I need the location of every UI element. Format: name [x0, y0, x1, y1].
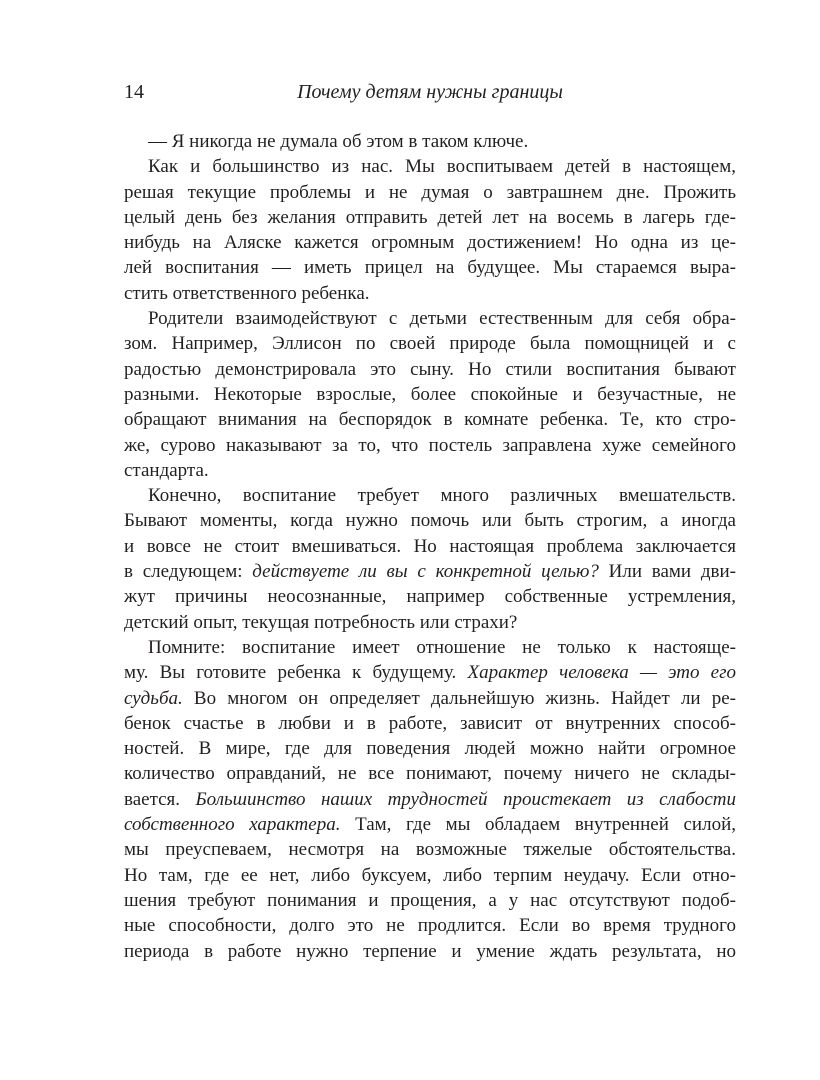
text-line [124, 559, 736, 584]
text-segment: Но там, где ее нет, либо буксуем, либо терпим неудачу. Если отно- [124, 864, 736, 886]
text-line [124, 331, 736, 356]
text-line [124, 812, 736, 837]
text-line [124, 433, 736, 458]
text-line [124, 458, 736, 483]
text-line [124, 686, 736, 711]
text-segment: вается. [124, 788, 196, 810]
italic-text: Характер человека — это его [467, 662, 736, 684]
text-line [124, 939, 736, 964]
text-segment: Конечно, воспитание требует много различных вмешательств. [148, 485, 736, 507]
text-line [124, 635, 736, 660]
italic-text: судьба. [124, 687, 183, 709]
text-segment: лей воспитания — иметь прицел на будущее. Мы стараемся выра- [124, 257, 736, 279]
text-segment: Там, где мы обладаем внутренней силой, [340, 814, 736, 836]
text-line [124, 205, 736, 230]
text-segment: му. Вы готовите ребенка к будущему. [124, 662, 468, 684]
text-line [124, 180, 736, 205]
text-segment: Или вами дви- [598, 561, 736, 583]
text-line [124, 660, 736, 685]
text-segment: разными. Некоторые взрослые, более спокойные и безучастные, не [124, 383, 736, 405]
text-line [124, 129, 736, 154]
text-line [124, 382, 736, 407]
text-segment: количество оправданий, не все понимают, почему ничего не склады- [124, 763, 736, 785]
text-segment: зом. Например, Эллисон по своей природе была помощницей и с [124, 333, 736, 355]
text-line [124, 154, 736, 179]
text-segment: целый день без желания отправить детей лет на восемь в лагерь где- [124, 206, 736, 228]
text-line [124, 913, 736, 938]
text-segment: в следующем: [124, 561, 253, 583]
paragraph [124, 635, 736, 964]
text-line [124, 888, 736, 913]
text-segment: шения требуют понимания и прощения, а у нас отсутствуют подоб- [124, 889, 736, 911]
page-body [124, 129, 736, 964]
text-segment: ностей. В мире, где для поведения людей можно найти огромное [124, 738, 736, 760]
text-segment: решая текущие проблемы и не думая о завтрашнем дне. Прожить [124, 181, 736, 203]
text-line [124, 761, 736, 786]
text-line [124, 736, 736, 761]
text-segment: Во многом он определяет дальнейшую жизнь. Найдет ли ре- [182, 687, 736, 709]
text-line [124, 407, 736, 432]
text-line [124, 584, 736, 609]
italic-text: действуете ли вы с конкретной целью? [252, 561, 599, 583]
text-line [124, 837, 736, 862]
text-segment: радостью демонстрировала это сыну. Но стили воспитания бывают [124, 358, 736, 380]
text-line [124, 255, 736, 280]
italic-text: собственного характера. [124, 814, 341, 836]
paragraph [124, 154, 736, 306]
text-segment: жут причины неосознанные, например собственные устремления, [124, 586, 736, 608]
paragraph [124, 483, 736, 635]
paragraph [124, 129, 736, 154]
text-segment: обращают внимания на беспорядок в комнате ребенка. Те, кто стро- [124, 409, 736, 431]
paragraph [124, 306, 736, 483]
text-line [124, 787, 736, 812]
text-line [124, 610, 736, 635]
text-line [124, 483, 736, 508]
text-segment: стандарта. [124, 459, 209, 481]
text-segment: Как и большинство из нас. Мы воспитываем детей в настоящем, [148, 156, 736, 178]
text-segment: периода в работе нужно терпение и умение ждать результата, но [124, 940, 736, 962]
text-segment: ные способности, долго это не продлится. Если во время трудного [124, 915, 736, 937]
text-line [124, 357, 736, 382]
text-segment: Помните: воспитание имеет отношение не только к настояще- [148, 636, 736, 658]
text-segment: Родители взаимодействуют с детьми естественным для себя обра- [148, 308, 736, 330]
text-line [124, 534, 736, 559]
text-segment: стить ответственного ребенка. [124, 282, 370, 304]
text-segment: детский опыт, текущая потребность или страхи? [124, 611, 518, 633]
running-title: Почему детям нужны границы [297, 81, 563, 103]
text-segment: бенок счастье в любви и в работе, зависит от внутренних способ- [124, 712, 736, 734]
text-line [124, 508, 736, 533]
text-segment: и вовсе не стоит вмешиваться. Но настоящая проблема заключается [124, 535, 736, 557]
text-line [124, 711, 736, 736]
text-line [124, 863, 736, 888]
text-segment: нибудь на Аляске кажется огромным достижением! Но одна из це- [124, 232, 736, 254]
text-segment: же, сурово наказывают за то, что постель заправлена хуже семейного [124, 434, 736, 456]
text-segment: — Я никогда не думала об этом в таком ключе. [148, 131, 529, 152]
italic-text: Большинство наших трудностей проистекает из слабости [195, 788, 736, 810]
text-segment: Бывают моменты, когда нужно помочь или быть строгим, а иногда [124, 510, 736, 532]
text-line [124, 230, 736, 255]
text-line [124, 281, 736, 306]
page-number: 14 [124, 81, 144, 103]
text-segment: мы преуспеваем, несмотря на возможные тяжелые обстоятельства. [124, 839, 736, 861]
text-line [124, 306, 736, 331]
